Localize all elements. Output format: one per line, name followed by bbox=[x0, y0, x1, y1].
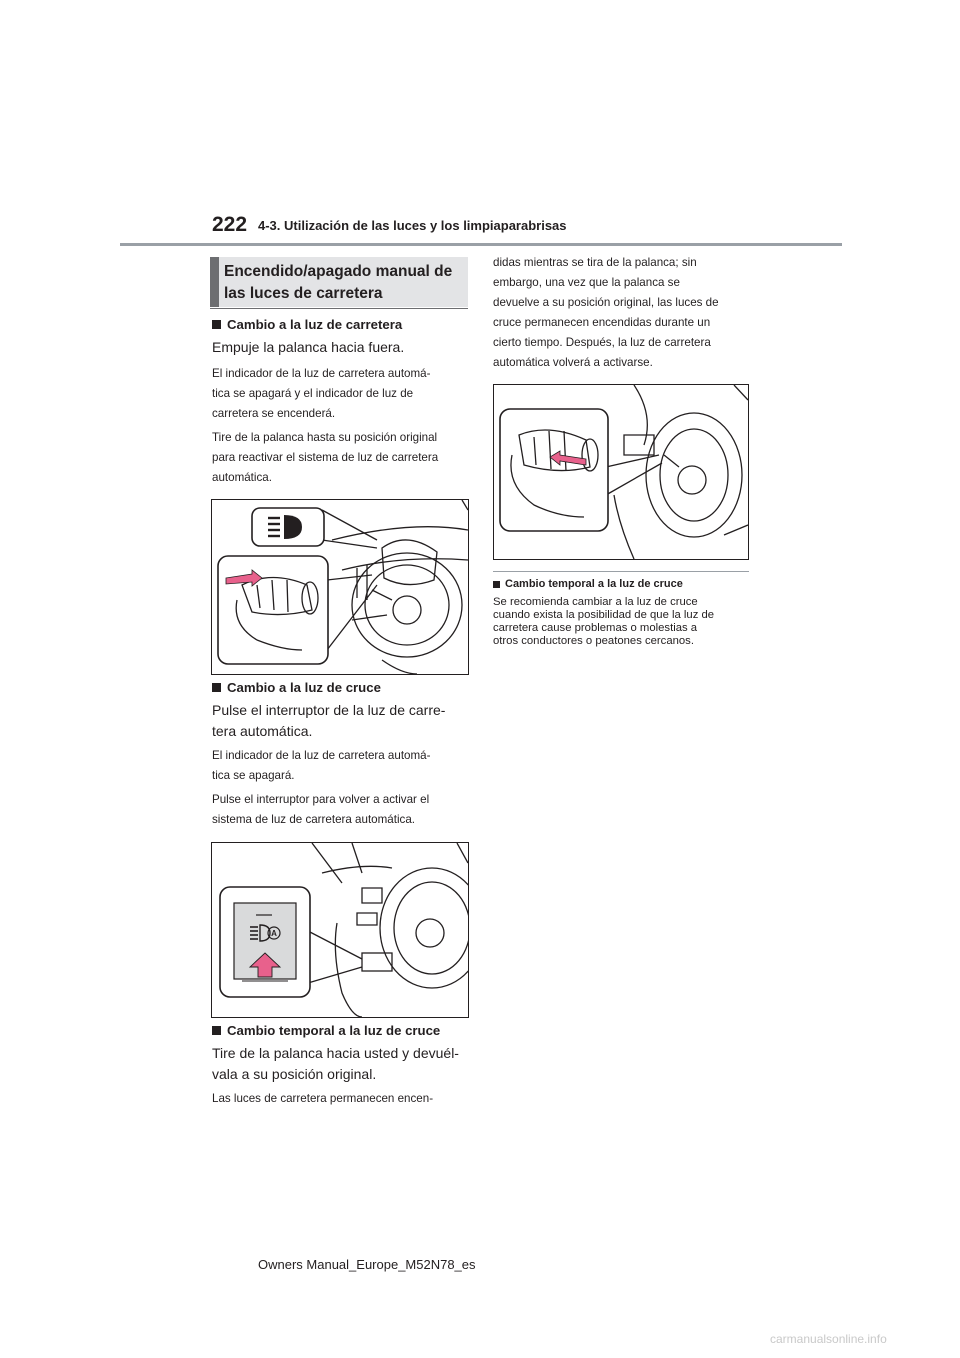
paragraph-high-beam-1 bbox=[212, 364, 474, 424]
footer-manual-id: Owners Manual_Europe_M52N78_es bbox=[258, 1257, 476, 1272]
text-line: otros conductores o peatones cercanos. bbox=[493, 635, 694, 647]
bullet-square-icon bbox=[212, 320, 221, 329]
text-line: para reactivar el sistema de luz de carretera bbox=[212, 451, 439, 464]
svg-text:A: A bbox=[271, 929, 277, 938]
text-line: sistema de luz de carretera automática. bbox=[212, 813, 415, 826]
subheading-high-beam bbox=[212, 317, 402, 332]
text-line: vala a su posición original. bbox=[212, 1066, 377, 1082]
text-line: embargo, una vez que la palanca se bbox=[493, 276, 680, 289]
text-line: El indicador de la luz de carretera automá- bbox=[212, 367, 431, 380]
bullet-square-icon bbox=[212, 1026, 221, 1035]
paragraph-low-beam-2 bbox=[212, 790, 474, 830]
section-divider bbox=[210, 308, 468, 309]
paragraph-continuation bbox=[493, 253, 755, 373]
text-line: cuando exista la posibilidad de que la luz de bbox=[493, 609, 715, 621]
subheading-temporary-low-beam bbox=[212, 1023, 440, 1038]
text-line: devuelve a su posición original, las luces de bbox=[493, 296, 719, 309]
page-number: 222 bbox=[212, 213, 248, 236]
text-line: cruce permanecen encendidas durante un bbox=[493, 316, 711, 329]
bullet-square-icon bbox=[212, 683, 221, 692]
text-line: cierto tiempo. Después, la luz de carretera bbox=[493, 336, 711, 349]
text-line: carretera cause problemas o molestias a bbox=[493, 622, 698, 634]
note-divider bbox=[493, 571, 749, 572]
bullet-square-icon bbox=[493, 581, 500, 588]
text-line: Pulse el interruptor para volver a activar el bbox=[212, 793, 430, 806]
subheading-text: Cambio temporal a la luz de cruce bbox=[227, 1023, 441, 1038]
section-heading bbox=[210, 257, 468, 307]
text-line: tica se apagará y el indicador de luz de bbox=[212, 387, 414, 400]
text-line: Se recomienda cambiar a la luz de cruce bbox=[493, 596, 698, 608]
header-divider bbox=[120, 243, 842, 246]
text-line: tica se apagará. bbox=[212, 769, 295, 782]
paragraph-high-beam-2 bbox=[212, 428, 474, 488]
paragraph-low-beam-1 bbox=[212, 746, 474, 786]
subheading-text: Cambio a la luz de cruce bbox=[227, 680, 381, 695]
text-line: didas mientras se tira de la palanca; sin bbox=[493, 256, 697, 269]
note-body bbox=[493, 596, 755, 648]
section-heading-title: Encendido/apagado manual de las luces de carretera bbox=[224, 263, 453, 302]
text-line: tera automática. bbox=[212, 723, 313, 739]
text-line: carretera se encenderá. bbox=[212, 407, 336, 420]
watermark: carmanualsonline.info bbox=[770, 1332, 887, 1346]
text-line: automática. bbox=[212, 471, 272, 484]
subheading-low-beam bbox=[212, 680, 381, 695]
instruction-temporary-low-beam bbox=[212, 1043, 474, 1085]
instruction-high-beam: Empuje la palanca hacia fuera. bbox=[212, 339, 405, 355]
text-line: Tire de la palanca hacia usted y devuél- bbox=[212, 1045, 459, 1061]
figure-auto-switch bbox=[211, 842, 469, 1018]
section-heading-bar bbox=[210, 257, 219, 307]
subheading-text: Cambio a la luz de carretera bbox=[227, 317, 403, 332]
figure-lever-pull bbox=[493, 384, 749, 560]
text-line: Pulse el interruptor de la luz de carre- bbox=[212, 702, 446, 718]
text-line: Tire de la palanca hasta su posición original bbox=[212, 431, 438, 444]
instruction-low-beam bbox=[212, 700, 474, 742]
note-heading bbox=[493, 578, 683, 590]
paragraph-temporary-low-beam bbox=[212, 1089, 474, 1109]
figure-lever-push bbox=[211, 499, 469, 675]
text-line: Las luces de carretera permanecen encen- bbox=[212, 1092, 434, 1105]
text-line: El indicador de la luz de carretera automá- bbox=[212, 749, 431, 762]
text-line: automática volverá a activarse. bbox=[493, 356, 653, 369]
chapter-title: 4-3. Utilización de las luces y los limpiaparabrisas bbox=[258, 218, 567, 233]
note-heading-text: Cambio temporal a la luz de cruce bbox=[505, 578, 683, 590]
